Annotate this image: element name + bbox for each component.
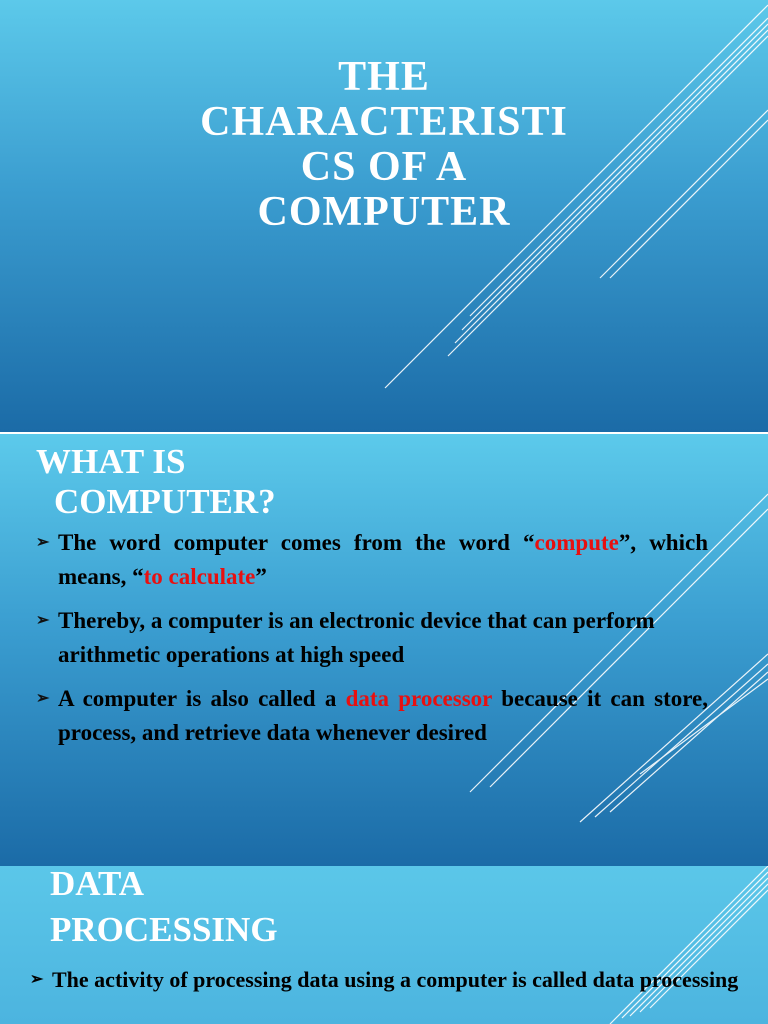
bullet-text: The activity of processing data using a computer is called data processing [52, 967, 739, 992]
text-run: ” [255, 564, 267, 589]
title-slide [0, 0, 768, 432]
arrow-bullet-icon: ➢ [36, 690, 50, 707]
text-run: The word computer comes from the word “ [58, 530, 535, 555]
title-line: THE [338, 54, 430, 100]
text-run: because it can store, process, and retrieve data whenever desired [58, 686, 708, 745]
arrow-bullet-icon: ➢ [30, 971, 44, 988]
bullet-text: Thereby, a computer is an electronic device that can perform arithmetic operations at high speed [58, 608, 655, 667]
what-is-computer-slide [0, 434, 768, 866]
highlight-word: compute [534, 530, 619, 555]
title-line: CS OF A [300, 144, 468, 190]
title-line: CHARACTERISTI [200, 99, 568, 145]
slide-heading [36, 442, 436, 522]
arrow-bullet-icon: ➢ [36, 612, 50, 629]
bullet-list [36, 526, 708, 760]
text-run: ”, which means, “ [58, 530, 708, 589]
data-processing-slide [0, 866, 768, 1024]
list-item [30, 964, 762, 996]
title-line: COMPUTER [257, 189, 511, 235]
slide-heading [50, 866, 450, 953]
highlight-word: data processor [345, 686, 492, 711]
list-item [36, 526, 708, 594]
text-run: A computer is also called a [58, 686, 346, 711]
slide-title [150, 55, 618, 235]
heading-line: PROCESSING [50, 910, 278, 949]
highlight-word: to calculate [143, 564, 256, 589]
bullet-text [58, 682, 708, 750]
arrow-bullet-icon: ➢ [36, 534, 50, 551]
heading-line: COMPUTER? [54, 482, 276, 521]
list-item [36, 604, 708, 672]
heading-line: WHAT IS [36, 442, 186, 481]
heading-line: DATA [50, 866, 144, 903]
list-item [36, 682, 708, 750]
bullet-text [58, 526, 708, 594]
